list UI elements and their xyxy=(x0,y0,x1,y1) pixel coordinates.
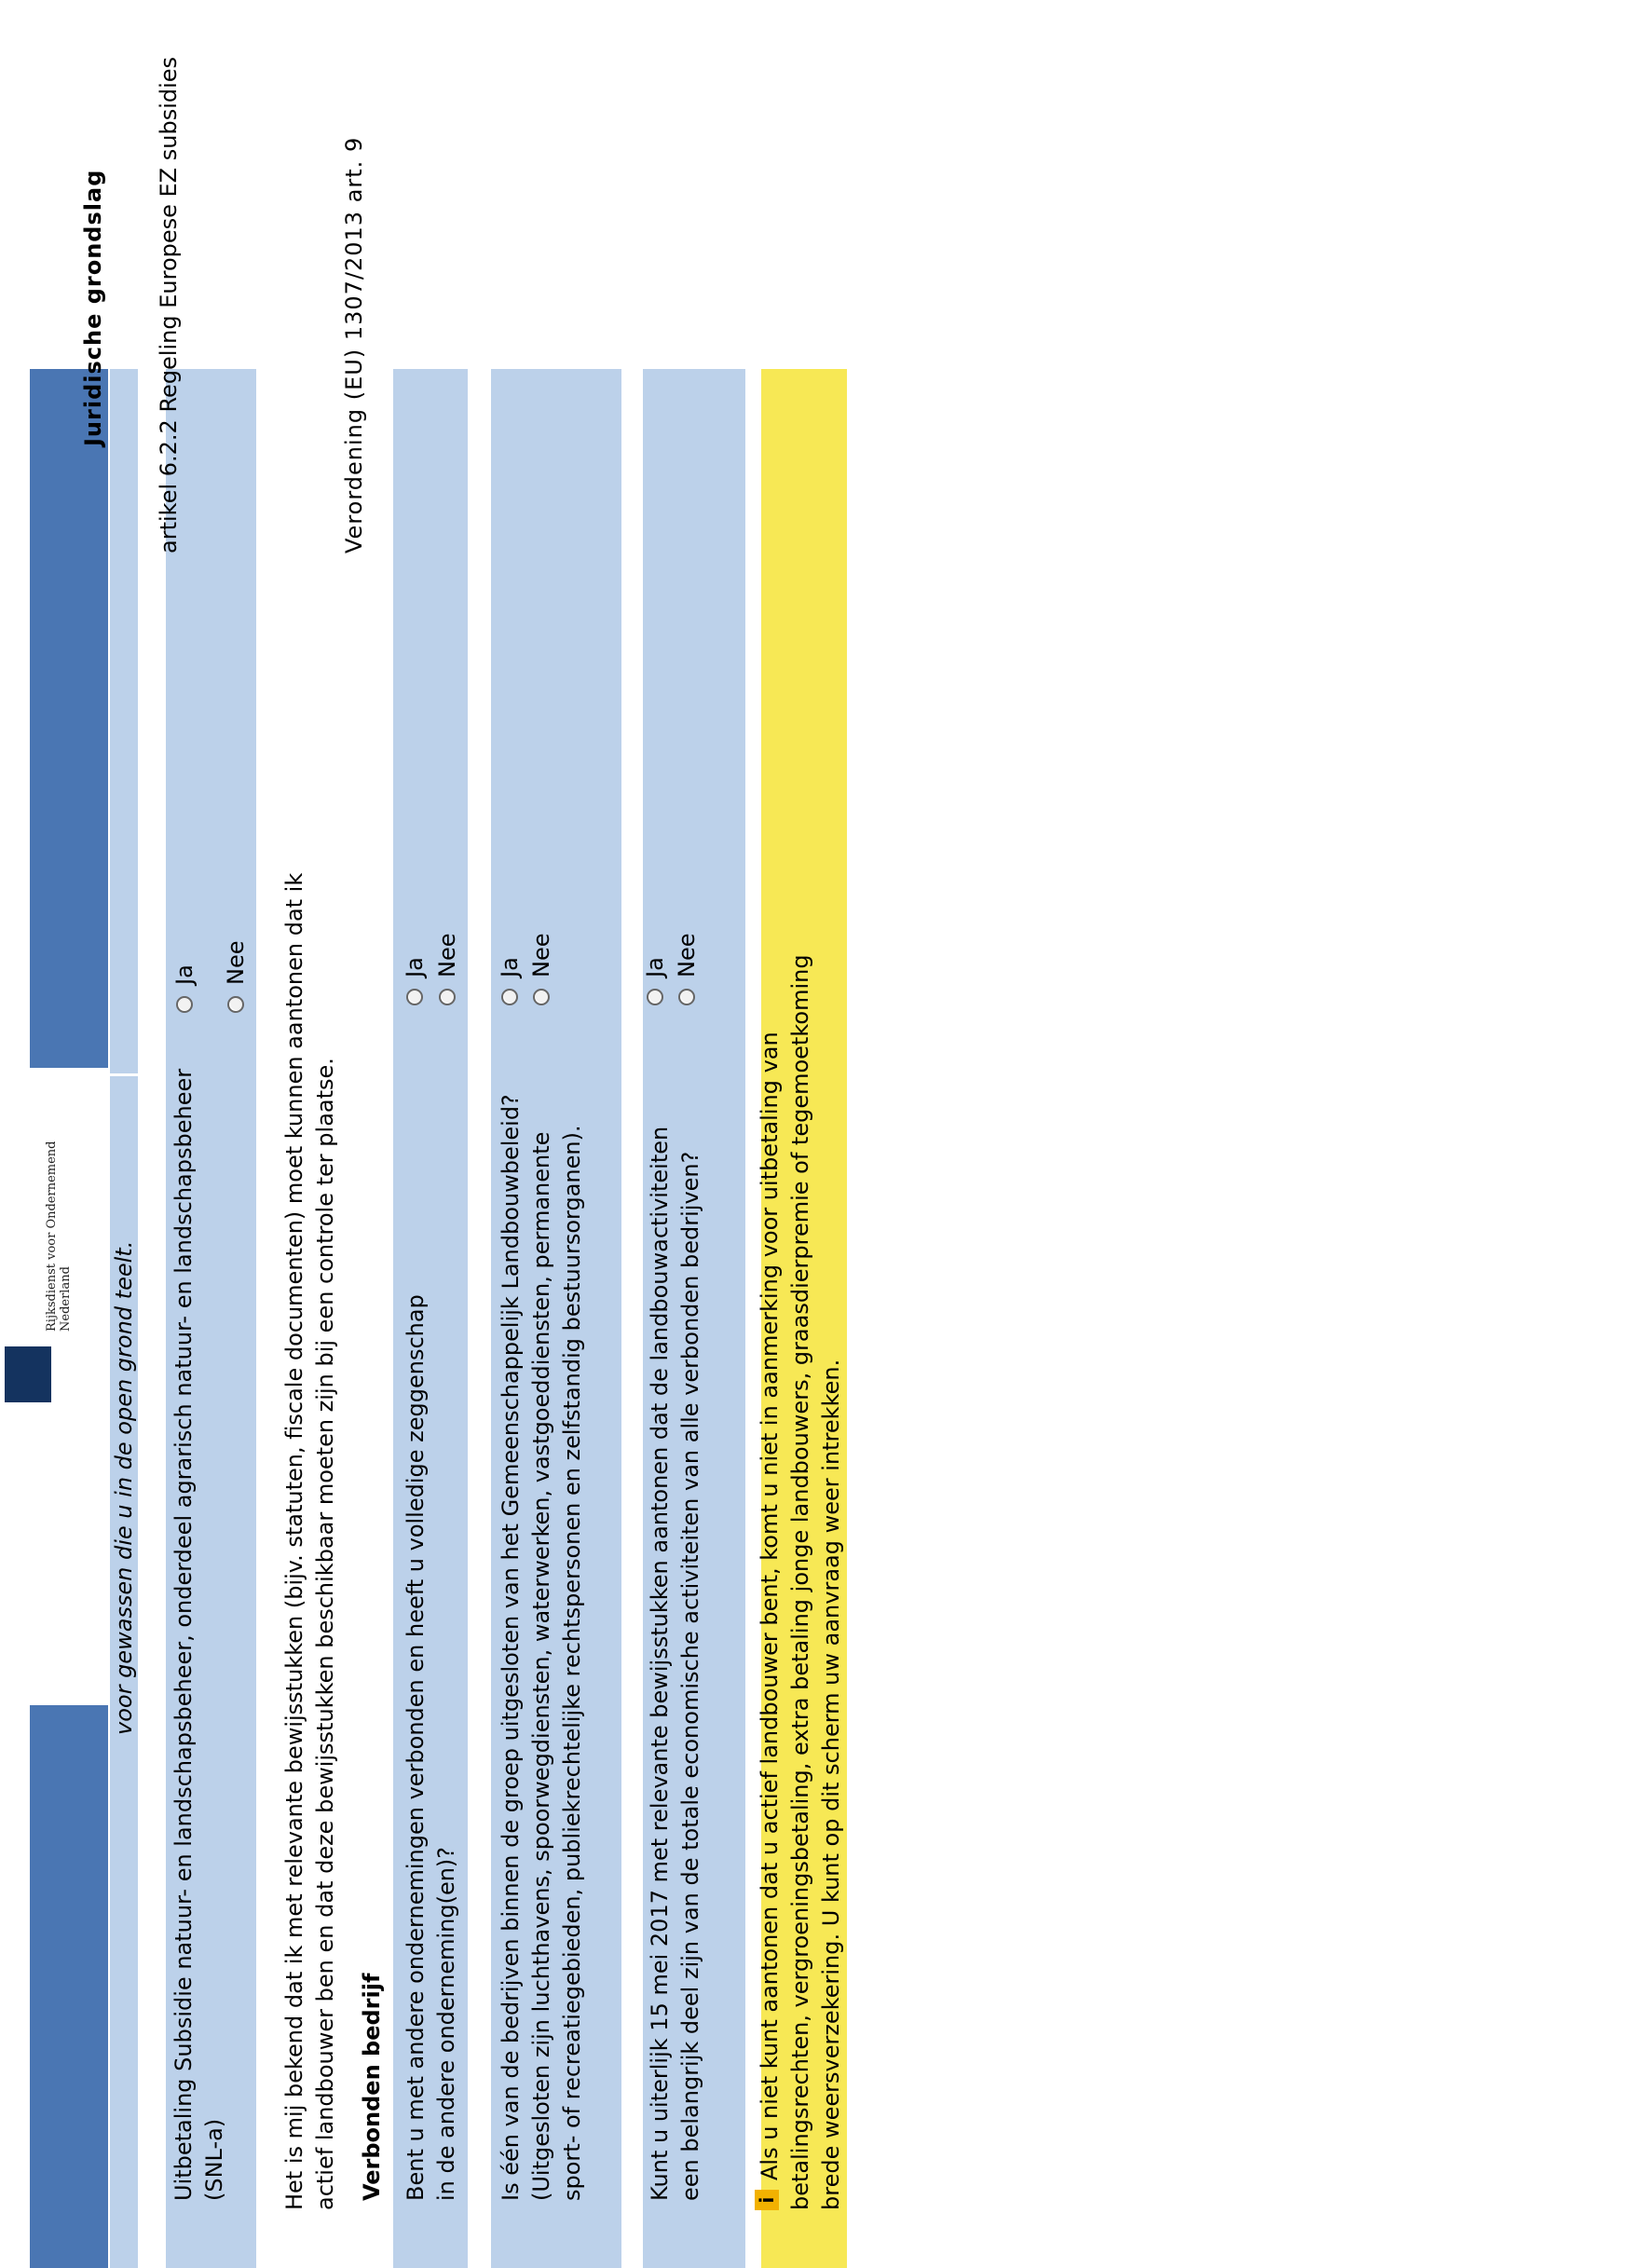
q4-radio-no[interactable] xyxy=(678,989,695,1005)
info-message xyxy=(755,943,847,2210)
info-icon: i xyxy=(755,2190,779,2210)
q2-option-yes[interactable] xyxy=(401,957,429,1005)
subtitle-divider xyxy=(110,1073,138,1076)
section-heading-verbonden-bedrijf: Verbonden bedrijf xyxy=(359,1973,385,2201)
q1-radio-yes[interactable] xyxy=(176,996,193,1013)
q2-option-no[interactable] xyxy=(433,934,461,1005)
q3-radio-no[interactable] xyxy=(533,989,550,1005)
q3-option-yes[interactable] xyxy=(496,957,524,1005)
page-subtitle: voor gewassen die u in de open grond teelt. xyxy=(111,1240,137,1735)
logo-line-1: Rijksdienst voor Ondernemend xyxy=(45,1141,59,1332)
logo-line-2: Nederland xyxy=(59,1266,73,1332)
q4-label-no: Nee xyxy=(674,933,700,977)
q3-option-no[interactable] xyxy=(527,934,555,1005)
q4-question: Kunt u uiterlijk 15 mei 2017 met relevante bewijsstukken aantonen dat de landbouwactiviteiten een belangrijk deel zijn van de totale economische activiteiten van alle verbonden bedrijven? xyxy=(647,1126,703,2201)
q2-question: Bent u met andere ondernemingen verbonden en heeft u volledige zeggenschap in de andere onderneming(en)? xyxy=(403,1294,459,2201)
q1-label-yes: Ja xyxy=(171,964,198,985)
q2-label-no: Nee xyxy=(434,933,460,977)
header-band-left xyxy=(30,1705,108,2268)
q2-label-yes: Ja xyxy=(402,957,428,977)
actief-landbouwer-statement: Het is mij bekend dat ik met relevante bewijsstukken (bijv. statuten, fiscale documenten) moet kunnen aantonen dat ik actief landbouwer ben en dat deze bewijsstukken beschikbaar moeten zijn bij een controle ter plaatse. xyxy=(281,872,338,2210)
q4-option-yes[interactable] xyxy=(641,957,669,1005)
q3-question: Is één van de bedrijven binnen de groep uitgesloten van het Gemeenschappelijk Landbouwbeleid? (Uitgesloten zijn luchthavens, spoorwegdiensten, waterwerken, vastgoeddiensten, permanente sport- of recreatiegebieden, publiekrechtelijke rechtspersonen en zelfstandig bestuursorganen). xyxy=(498,1094,585,2201)
q1-option-yes[interactable] xyxy=(171,964,198,1013)
q3-label-yes: Ja xyxy=(497,957,523,977)
q4-option-no[interactable] xyxy=(673,934,701,1005)
legal-reference-1: artikel 6.2.2 Regeling Europese EZ subsidies xyxy=(156,56,182,553)
q1-radio-no[interactable] xyxy=(227,996,244,1013)
crown-logo-icon xyxy=(5,1346,51,1402)
juridische-grondslag-title: Juridische grondslag xyxy=(80,169,106,446)
q3-radio-yes[interactable] xyxy=(501,989,518,1005)
q4-label-yes: Ja xyxy=(642,957,668,977)
q3-label-no: Nee xyxy=(528,933,554,977)
q4-radio-yes[interactable] xyxy=(647,989,663,1005)
q1-question: Uitbetaling Subsidie natuur- en landschapsbeheer, onderdeel agrarisch natuur- en landschapsbeheer (SNL-a) xyxy=(171,1068,227,2201)
q2-radio-no[interactable] xyxy=(439,989,456,1005)
q1-option-no[interactable] xyxy=(222,941,250,1013)
q2-radio-yes[interactable] xyxy=(406,989,423,1005)
info-text: Als u niet kunt aantonen dat u actief landbouwer bent, komt u niet in aanmerking voor uitbetaling van betalingsrechten, vergroeningsbetaling, extra betaling jonge landbouwers, graasdierpremie of tegemoetkoming brede weersverzekering. U kunt op dit scherm uw aanvraag weer intrekken. xyxy=(757,954,844,2210)
q1-label-no: Nee xyxy=(223,940,249,985)
legal-reference-2: Verordening (EU) 1307/2013 art. 9 xyxy=(341,136,367,553)
logo-text xyxy=(45,1089,73,1332)
header-band-right xyxy=(30,369,108,1068)
